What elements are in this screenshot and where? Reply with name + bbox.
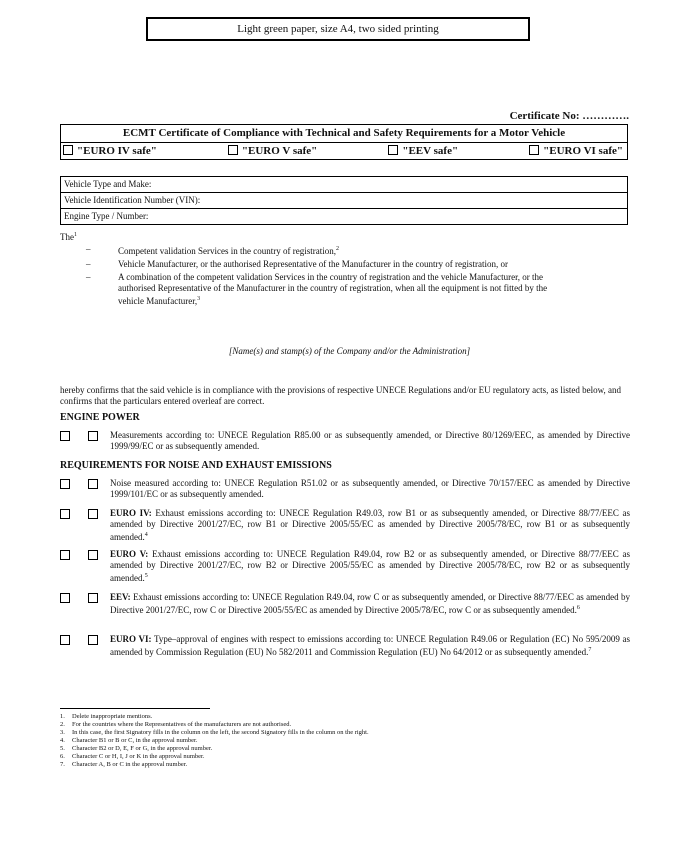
checkbox-icon[interactable] xyxy=(529,145,539,155)
checkbox-icon[interactable] xyxy=(60,479,70,489)
footnote: 1. Delete inappropriate mentions. xyxy=(60,713,153,720)
paper-instruction-box xyxy=(146,17,530,41)
checkbox-icon[interactable] xyxy=(88,431,98,441)
footnote: 3. In this case, the first Signatory fills in the column on the left, the second Signatory fills in the column on the right. xyxy=(60,729,369,736)
option-eev[interactable]: "EEV safe" xyxy=(388,145,458,157)
requirement-item: EEV: Exhaust emissions according to: UNECE Regulation R49.04, row C or as subsequently amended, or Directive 88/77/EEC as amended by Directive 2001/27/EC, row C or Directive 2005/55/EC as amended by Directive 2005/78/EC, row C or as subsequently amended.$^6$ xyxy=(60,592,630,616)
engine-power-item: Measurements according to: UNECE Regulation R85.00 or as subsequently amended, or Directive 80/1269/EEC, as amended by Directive 1999/99/EC or as subsequently amended. xyxy=(60,430,630,452)
confirmation-text: hereby confirms that the said vehicle is in compliance with the provisions of respective UNECE Regulations and/or EU regulatory acts, as listed below, and confirms that the particulars entered overleaf are correct. xyxy=(60,385,622,406)
footnote: 7. Character A, B or C in the approval number. xyxy=(60,761,188,768)
checkbox-icon[interactable] xyxy=(88,479,98,489)
checkbox-icon[interactable] xyxy=(388,145,398,155)
checkbox-icon[interactable] xyxy=(60,635,70,645)
requirement-item: EURO IV: Exhaust emissions according to: UNECE Regulation R49.03, row B1 or as subsequently amended, or Directive 88/77/EEC as amended by Directive 2001/27/EC, row B1 or Directive 2005/55/EC as amended by Directive 2005/78/EC, row B1 or as subsequently amended.$^4$ xyxy=(60,508,630,543)
checkbox-icon[interactable] xyxy=(88,550,98,560)
checkbox-icon[interactable] xyxy=(88,635,98,645)
vin-field[interactable]: Vehicle Identification Number (VIN): xyxy=(61,193,627,209)
checkbox-icon[interactable] xyxy=(88,593,98,603)
option-euro-iv[interactable]: "EURO IV safe" xyxy=(63,145,157,157)
checkbox-icon[interactable] xyxy=(60,431,70,441)
ecmt-title: ECMT Certificate of Compliance with Technical and Safety Requirements for a Motor Vehicle xyxy=(61,125,627,143)
requirement-item: EURO V: Exhaust emissions according to: UNECE Regulation R49.04, row B2 or as subsequently amended, or Directive 88/77/EEC as amended by Directive 2001/27/EC, row B2 or Directive 2005/55/EC as amended by Directive 2005/78/EC, row B2 or as subsequently amended.$^5$ xyxy=(60,549,630,584)
footnote-divider xyxy=(60,708,210,709)
emission-class-options xyxy=(61,143,627,159)
checkbox-icon[interactable] xyxy=(63,145,73,155)
checkbox-icon[interactable] xyxy=(60,509,70,519)
option-euro-v[interactable]: "EURO V safe" xyxy=(228,145,317,157)
certificate-number: Certificate No: …………. xyxy=(509,110,629,122)
footnote: 4. Character B1 or B or C, in the approval number. xyxy=(60,737,198,744)
list-item: – Competent validation Services in the country of registration,$^2$ xyxy=(86,244,339,256)
list-item: – Vehicle Manufacturer, or the authorised Representative of the Manufacturer in the country of registration, or xyxy=(86,259,508,269)
checkbox-icon[interactable] xyxy=(228,145,238,155)
requirement-item: EURO VI: Type–approval of engines with respect to emissions according to: UNECE Regulation R49.06 or Regulation (EC) No 595/2009 as amended by Commission Regulation (EU) No 582/2011 and Commission Regulation (EU) No 64/2012 or as subsequently amended.$^7$ xyxy=(60,634,630,658)
option-euro-vi[interactable]: "EURO VI safe" xyxy=(529,145,623,157)
footnote: 5. Character B2 or D, E, F or G, in the approval number. xyxy=(60,745,213,752)
vehicle-type-field[interactable]: Vehicle Type and Make: xyxy=(61,177,627,193)
vehicle-details-table xyxy=(60,176,628,225)
party-list xyxy=(86,244,566,309)
checkbox-icon[interactable] xyxy=(60,550,70,560)
noise-exhaust-heading: REQUIREMENTS FOR NOISE AND EXHAUST EMISSIONS xyxy=(60,460,332,471)
engine-type-field[interactable]: Engine Type / Number: xyxy=(64,211,149,221)
stamp-line: [Name(s) and stamp(s) of the Company and/or the Administration] xyxy=(228,346,471,356)
footnote: 6. Character C or H, I, J or K in the approval number. xyxy=(60,753,205,760)
paper-instruction-text: Light green paper, size A4, two sided printing xyxy=(237,23,439,35)
footnotes xyxy=(60,713,620,769)
checkbox-icon[interactable] xyxy=(60,593,70,603)
intro-text: The$^1$ xyxy=(60,232,77,242)
ecmt-header-box xyxy=(60,124,628,160)
footnote: 2. For the countries where the Representatives of the manufacturers are not authorised. xyxy=(60,721,292,728)
requirement-item: Noise measured according to: UNECE Regulation R51.02 or as subsequently amended, or Directive 70/157/EEC as amended by Directive 1999/101/EC or as subsequently amended. xyxy=(60,478,630,500)
engine-power-heading: ENGINE POWER xyxy=(60,412,140,423)
list-item: – A combination of the competent validation Services in the country of registration and the vehicle Manufacturer, or the authorised Representative of the Manufacturer in the country of registration, when all the equipment is not fitted by the vehicle Manufacturer,$^3$ xyxy=(86,272,548,306)
checkbox-icon[interactable] xyxy=(88,509,98,519)
